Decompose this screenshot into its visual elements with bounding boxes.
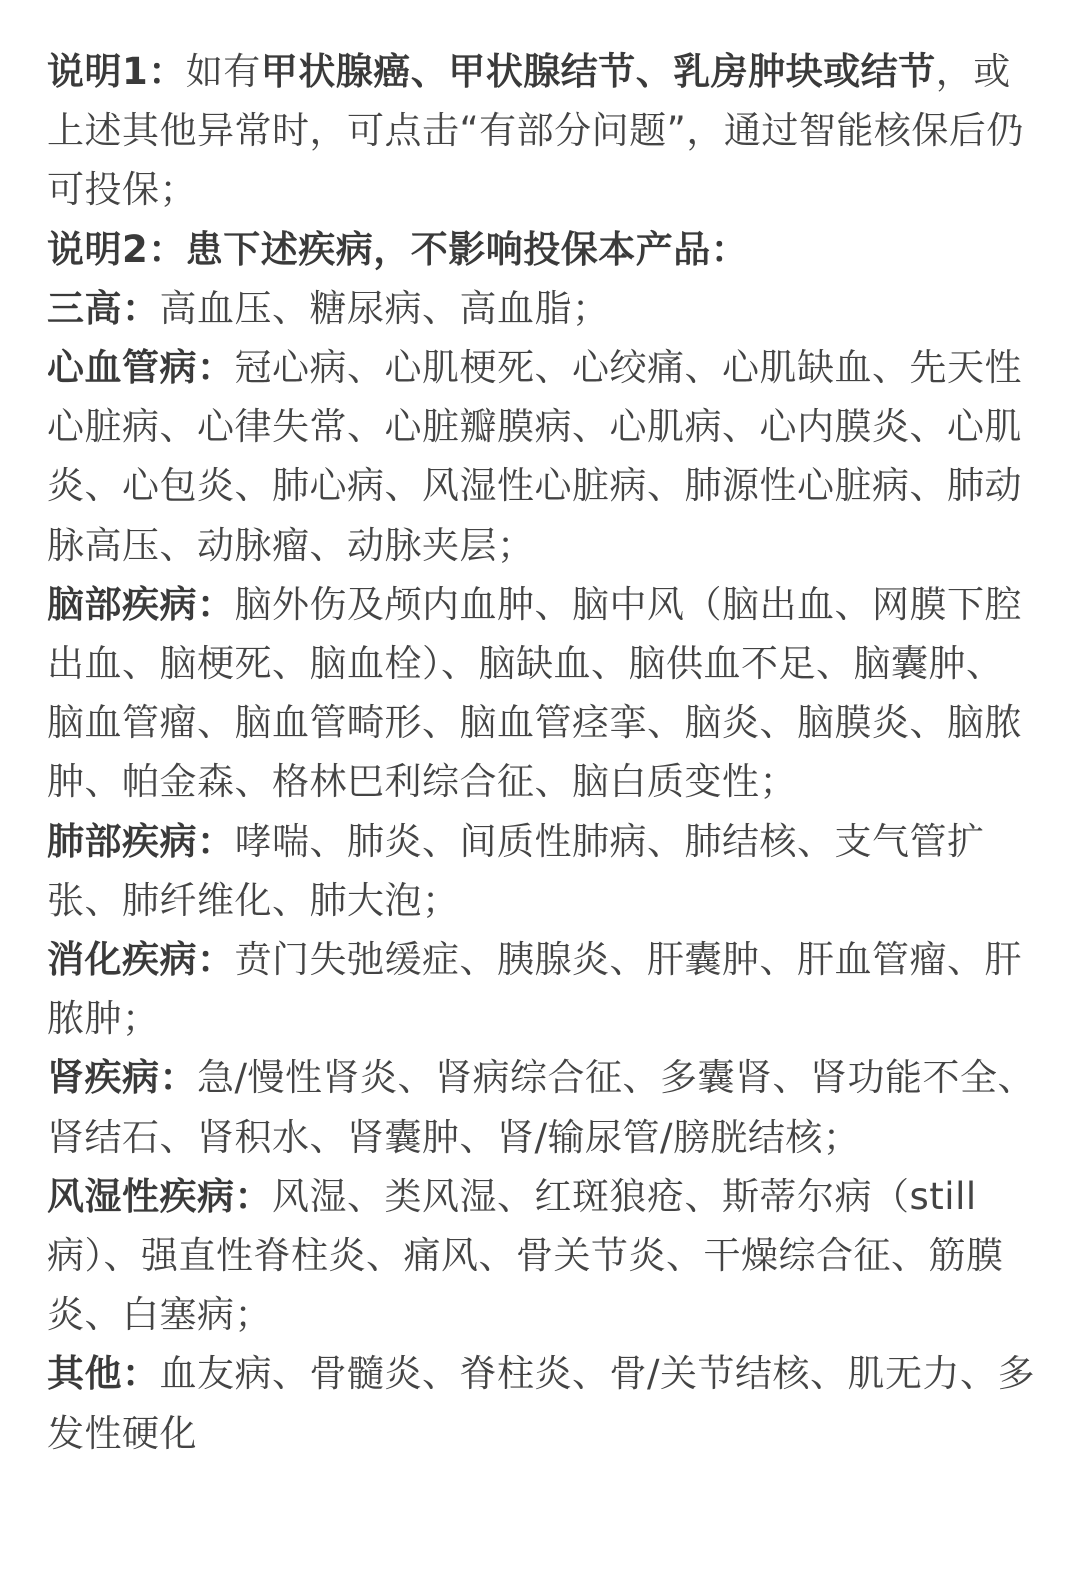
category-label: 肾疾病：	[47, 1056, 197, 1100]
document-body	[47, 42, 1037, 1463]
category-items: 贲门失弛缓症、胰腺炎、肝囊肿、肝血管瘤、肝脓肿；	[47, 938, 1022, 1041]
category-digestive	[47, 930, 1037, 1048]
category-other	[47, 1344, 1037, 1462]
category-items: 脑外伤及颅内血肿、脑中风（脑出血、网膜下腔出血、脑梗死、脑血栓）、脑缺血、脑供血不足、脑囊肿、脑血管瘤、脑血管畸形、脑血管痉挛、脑炎、脑膜炎、脑脓肿、帕金森、格林巴利综合征、脑白质变性；	[47, 582, 1022, 804]
note-1-rest: ，或上述其他异常时，可点击“有部分问题”，通过智能核保后仍可投保；	[47, 50, 1024, 212]
category-kidney	[47, 1048, 1037, 1166]
category-three-highs	[47, 279, 1037, 338]
category-items: 哮喘、肺炎、间质性肺病、肺结核、支气管扩张、肺纤维化、肺大泡；	[47, 819, 985, 922]
category-items: 高血压、糖尿病、高血脂；	[159, 286, 610, 330]
note-1-lead: 说明1：	[47, 50, 186, 93]
category-label: 风湿性疾病：	[47, 1174, 272, 1218]
category-items: 冠心病、心肌梗死、心绞痛、心肌缺血、先天性心脏病、心律失常、心脏瓣膜病、心肌病、心内膜炎、心肌炎、心包炎、肺心病、风湿性心脏病、肺源性心脏病、肺动脉高压、动脉瘤、动脉夹层；	[47, 346, 1022, 567]
category-label: 其他：	[47, 1352, 160, 1396]
category-items: 急/慢性肾炎、肾病综合征、多囊肾、肾功能不全、肾结石、肾积水、肾囊肿、肾/输尿管/膀胱结核；	[47, 1056, 1035, 1159]
category-lung	[47, 812, 1037, 930]
note-2	[47, 220, 1037, 279]
category-cardiovascular	[47, 338, 1037, 575]
category-rheumatic	[47, 1167, 1037, 1345]
category-label: 肺部疾病：	[47, 819, 235, 863]
note-1	[47, 42, 1037, 220]
note-1-intro: 如有	[185, 50, 261, 93]
category-label: 三高：	[47, 286, 160, 330]
category-items: 风湿、类风湿、红斑狼疮、斯蒂尔病（still病）、强直性脊柱炎、痛风、骨关节炎、干燥综合征、筋膜炎、白塞病；	[47, 1174, 1004, 1337]
category-label: 脑部疾病：	[47, 582, 235, 626]
category-brain	[47, 575, 1037, 812]
category-label: 心血管病：	[47, 346, 235, 390]
note-1-highlight: 甲状腺癌、甲状腺结节、乳房肿块或结节	[260, 50, 936, 93]
note-2-text: 患下述疾病，不影响投保本产品：	[185, 227, 749, 271]
category-items: 血友病、骨髓炎、脊柱炎、骨/关节结核、肌无力、多发性硬化	[47, 1352, 1035, 1455]
note-2-lead: 说明2：	[47, 227, 186, 271]
category-label: 消化疾病：	[47, 938, 235, 982]
